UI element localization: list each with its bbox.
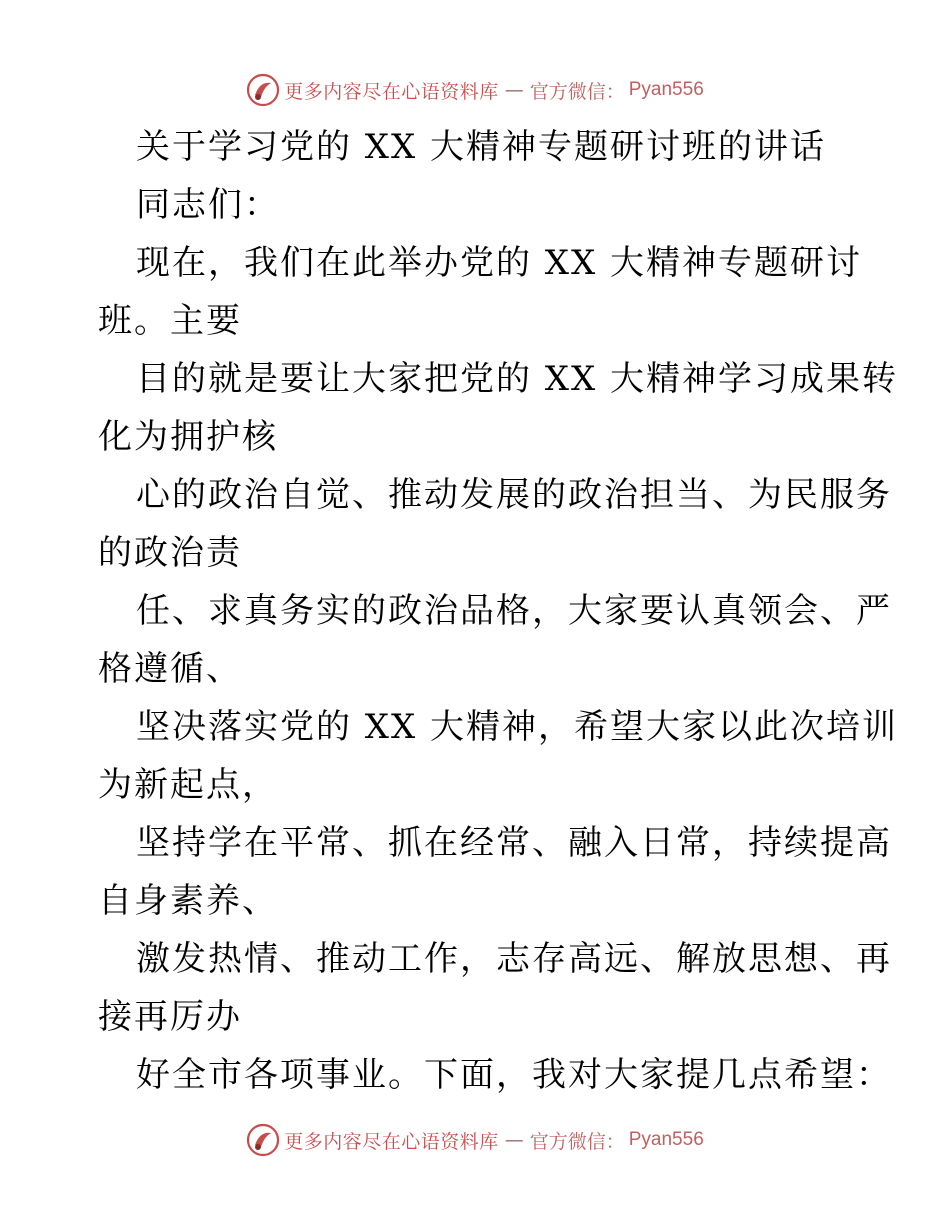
logo-icon	[246, 1123, 280, 1157]
paragraph-line: 的政治责	[98, 533, 242, 573]
watermark-separator: —	[504, 1129, 524, 1151]
watermark-separator: —	[504, 79, 524, 101]
footer-watermark	[0, 1120, 950, 1160]
paragraph-line: 坚持学在平常、抓在经常、融入日常，持续提高	[136, 823, 892, 863]
paragraph-line: 班。主要	[98, 301, 242, 341]
paragraph-line: 激发热情、推动工作，志存高远、解放思想、再	[136, 939, 892, 979]
watermark-contact-label: 官方微信：	[529, 1130, 625, 1153]
paragraph-line: 任、求真务实的政治品格，大家要认真领会、严	[136, 591, 892, 631]
paragraph-line: 目的就是要让大家把党的 XX 大精神学习成果转	[136, 359, 899, 399]
paragraph-line: 接再厉办	[98, 997, 242, 1037]
watermark-contact-id: Pyan556	[628, 79, 704, 100]
salutation: 同志们：	[136, 185, 280, 225]
watermark-contact-id: Pyan556	[628, 1129, 704, 1150]
paragraph-line: 好全市各项事业。下面，我对大家提几点希望：	[136, 1055, 892, 1095]
paragraph-line: 心的政治自觉、推动发展的政治担当、为民服务	[136, 475, 892, 515]
paragraph-line: 为新起点，	[98, 765, 278, 805]
paragraph-line: 自身素养、	[98, 881, 278, 921]
paragraph-line: 格遵循、	[98, 649, 242, 689]
paragraph-line: 现在，我们在此举办党的 XX 大精神专题研讨	[136, 243, 863, 283]
watermark-brand	[246, 1123, 704, 1157]
paragraph-line: 坚决落实党的 XX 大精神，希望大家以此次培训	[136, 707, 899, 747]
watermark-site-text: 更多内容尽在心语资料库	[284, 1130, 499, 1153]
watermark-brand	[246, 73, 704, 107]
watermark-contact-label: 官方微信：	[529, 80, 625, 103]
watermark-site-text: 更多内容尽在心语资料库	[284, 80, 499, 103]
document-title: 关于学习党的 XX 大精神专题研讨班的讲话	[136, 127, 827, 167]
header-watermark	[0, 70, 950, 110]
paragraph-line: 化为拥护核	[98, 417, 278, 457]
logo-icon	[246, 73, 280, 107]
document-body	[98, 118, 899, 1104]
